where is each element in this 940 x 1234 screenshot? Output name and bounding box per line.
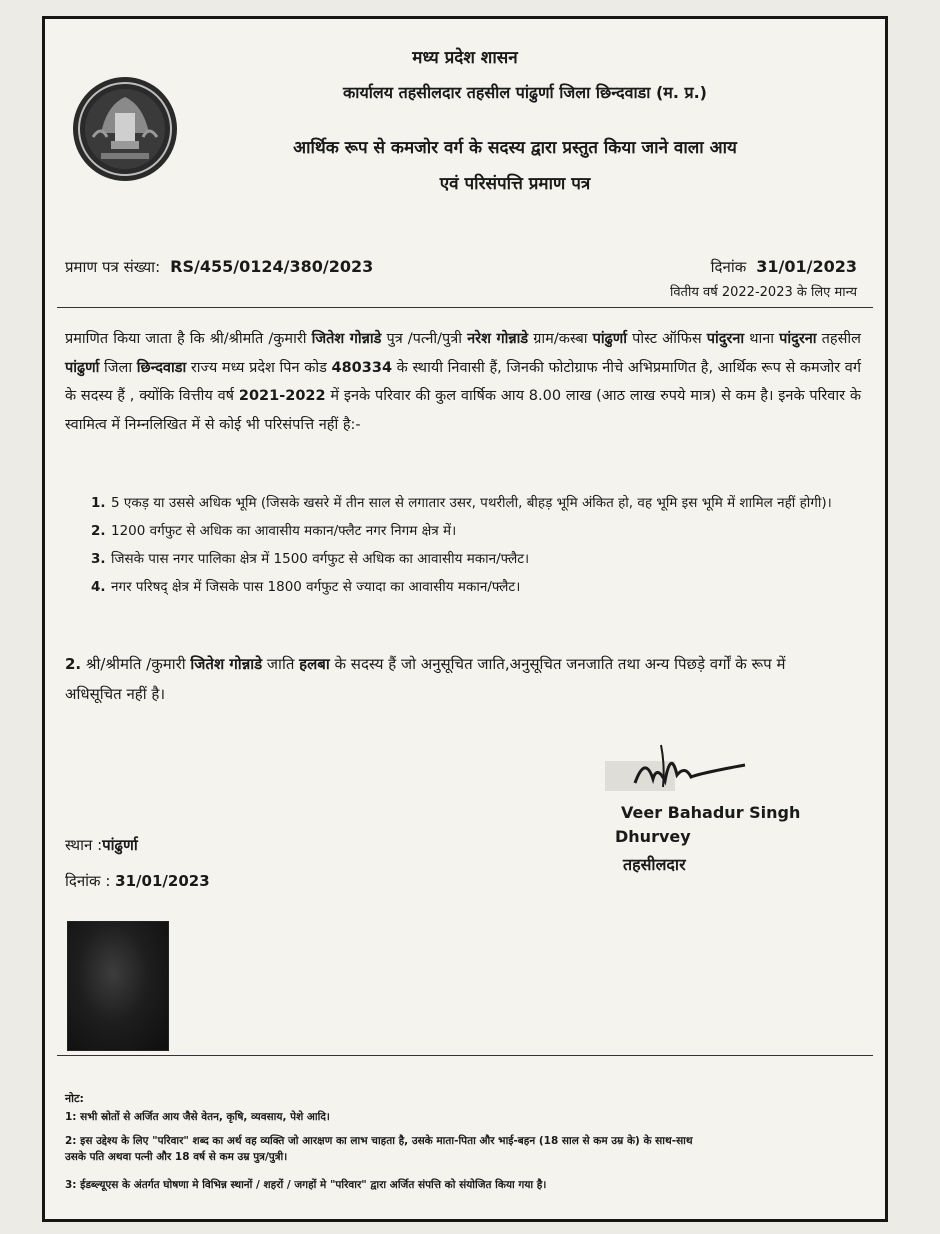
asset-text: जिसके पास नगर पालिका क्षेत्र में 1500 वर्गफुट से अधिक का आवासीय मकान/फ्लैट।: [111, 551, 530, 567]
district-name: छिन्दवाडा: [136, 359, 187, 376]
place-line: [65, 835, 138, 855]
text-segment: ग्राम/कस्बा: [528, 331, 593, 347]
asset-list: [91, 489, 863, 601]
certificate-title-line2: एवं परिसंपत्ति प्रमाण पत्र: [439, 174, 591, 194]
text-segment: प्रमाणित किया जाता है कि श्री/श्रीमति /कुमारी: [65, 331, 312, 347]
certificate-number-label: प्रमाण पत्र संख्या:: [65, 258, 161, 276]
pin-code: 480334: [331, 359, 393, 376]
text-segment: के स्थायी निवासी हैं, जिनकी फोटोग्राफ नीचे अभिप्रमाणित है, आर्थिक रूप से कमजोर वर्ग के सदस्य हैं , क्योंकि वित्तीय वर्ष: [65, 359, 861, 404]
issue-date-label: दिनांक: [710, 258, 747, 276]
place-label: स्थान :: [65, 836, 103, 854]
place-value: पांढुर्णा: [102, 836, 138, 854]
asset-text: 1200 वर्गफुट से अधिक का आवासीय मकान/फ्लैट नगर निगम क्षेत्र में।: [111, 523, 457, 539]
issue-date-value: 31/01/2023: [756, 257, 857, 276]
village-name: पांढुर्णा: [592, 331, 628, 347]
note-2-line1: 2: इस उद्देश्य के लिए "परिवार" शब्द का अर्थ वह व्यक्ति जो आरक्षण का लाभ चाहता है, उसके माता-पिता और भाई-बहन (18 साल से कम उम्र के) के साथ-साथ: [65, 1135, 693, 1147]
header-divider: [57, 307, 873, 308]
certificate-number: [65, 257, 373, 277]
asset-number: 1.: [91, 495, 106, 511]
note-1: 1: सभी स्रोतों से अर्जित आय जैसे वेतन, कृषि, व्यवसाय, पेशे आदि।: [65, 1111, 330, 1123]
income-year: 2021-2022: [238, 388, 326, 404]
text-segment: तहसील: [816, 331, 861, 347]
caste-paragraph: [65, 649, 845, 709]
text-segment: जिला: [99, 359, 137, 376]
asset-list-item: [91, 489, 863, 517]
asset-text: 5 एकड़ या उससे अधिक भूमि (जिसके खसरे में तीन साल से लगातार उसर, पथरीली, बीहड़ भूमि अंकित हो, वह भूमि इस भूमि में शामिल नहीं होगी)।: [111, 495, 832, 511]
post-office-name: पांदुरना: [706, 331, 745, 347]
signatory-designation: तहसीलदार: [623, 855, 686, 874]
notes-heading: नोट:: [65, 1092, 84, 1105]
signatory-name-line2: Dhurvey: [615, 827, 691, 846]
text-segment: पुत्र /पत्नी/पुत्री: [381, 331, 468, 347]
asset-number: 4.: [91, 579, 106, 595]
note-3: 3: ईडब्ल्यूएस के अंतर्गत घोषणा मे विभिन्न स्थानों / शहरों / जगहों मे "परिवार" द्वारा अर्जित संपत्ति को संयोजित किया गया है।: [65, 1179, 547, 1191]
signatory-name: [615, 801, 801, 849]
certificate-title-line1: आर्थिक रूप से कमजोर वर्ग के सदस्य द्वारा प्रस्तुत किया जाने वाला आय: [293, 138, 737, 158]
asset-list-item: [91, 517, 863, 545]
government-heading: मध्य प्रदेश शासन: [412, 48, 518, 68]
footer-date-line: [65, 871, 210, 891]
thana-name: पांदुरना: [779, 331, 817, 347]
applicant-name: जितेश गोन्नाडे: [190, 655, 263, 673]
text-segment: के सदस्य हैं जो अनुसूचित जाति,अनुसूचित जनजाति तथा अन्य पिछड़े वर्गों के रूप में अधिसूचित नहीं है।: [65, 655, 786, 703]
text-segment: राज्य मध्य प्रदेश पिन कोड: [186, 359, 332, 376]
paragraph-number: 2.: [65, 655, 82, 673]
footer-date-label: दिनांक :: [65, 872, 116, 890]
text-segment: जाति: [262, 655, 300, 673]
office-heading: कार्यालय तहसीलदार तहसील पांढुर्णा जिला छिन्दवाडा (म. प्र.): [343, 83, 707, 102]
text-segment: श्री/श्रीमति /कुमारी: [81, 655, 191, 673]
asset-list-item: [91, 545, 863, 573]
asset-number: 3.: [91, 551, 106, 567]
certificate-number-value: RS/455/0124/380/2023: [170, 257, 374, 276]
text-segment: पोस्ट ऑफिस: [627, 331, 707, 347]
caste-name: हलबा: [299, 655, 330, 673]
certification-paragraph: [65, 325, 861, 439]
text-segment: थाना: [744, 331, 780, 347]
text-segment: में इनके परिवार की कुल वार्षिक आय 8.00 लाख (आठ लाख रुपये मात्र) से कम है। इनके परिवार के स्वामित्व में निम्नलिखित में से कोई भी परिसंपत्ति नहीं है:-: [65, 388, 861, 433]
issue-date: [711, 257, 857, 277]
applicant-name: जितेश गोन्नाडे: [311, 331, 382, 347]
note-2-line2: उसके पति अथवा पत्नी और 18 वर्ष से कम उम्र पुत्र/पुत्री।: [65, 1151, 288, 1163]
signatory-name-line1: Veer Bahadur Singh: [621, 803, 801, 822]
fiscal-year-validity: वितीय वर्ष 2022-2023 के लिए मान्य: [669, 285, 857, 300]
footer-date-value: 31/01/2023: [115, 872, 210, 890]
tehsil-name: पांढुर्णा: [65, 359, 100, 376]
asset-number: 2.: [91, 523, 106, 539]
certificate-page: [42, 16, 888, 1222]
father-name: नरेश गोन्नाडे: [467, 331, 529, 347]
signature-mark: [605, 735, 755, 795]
note-2: [65, 1133, 865, 1165]
asset-list-item: [91, 573, 863, 601]
asset-text: नगर परिषद् क्षेत्र में जिसके पास 1800 वर्गफुट से ज्यादा का आवासीय मकान/फ्लैट।: [111, 579, 521, 595]
applicant-photo: [67, 921, 169, 1051]
notes-divider: [57, 1055, 873, 1056]
